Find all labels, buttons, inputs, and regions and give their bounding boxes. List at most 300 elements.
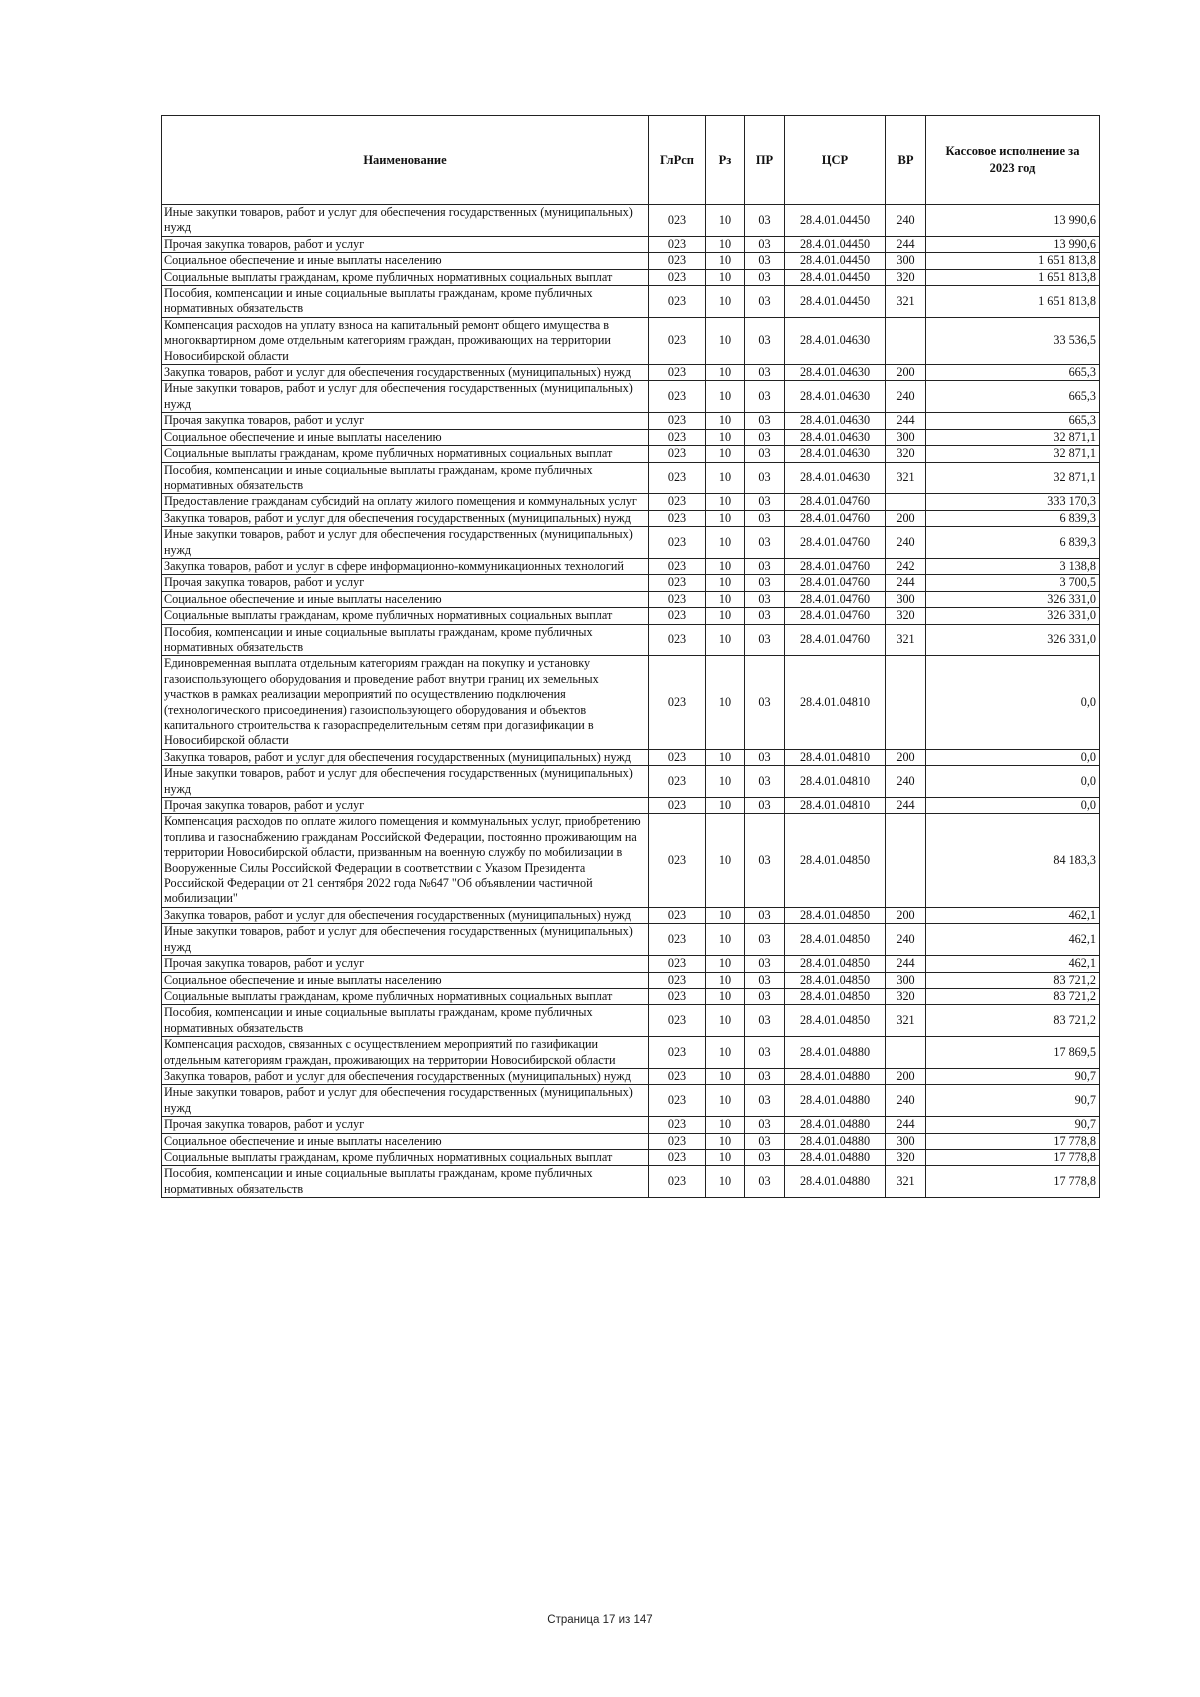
header-glrsp: ГлРсп bbox=[649, 116, 706, 205]
cell-amount: 13 990,6 bbox=[926, 205, 1100, 237]
cell-name: Закупка товаров, работ и услуг для обеспечения государственных (муниципальных) нужд bbox=[162, 749, 649, 765]
cell-glrsp: 023 bbox=[649, 1149, 706, 1165]
cell-rz: 10 bbox=[706, 527, 745, 559]
cell-vr: 320 bbox=[886, 608, 926, 624]
cell-amount: 0,0 bbox=[926, 766, 1100, 798]
cell-glrsp: 023 bbox=[649, 510, 706, 526]
cell-glrsp: 023 bbox=[649, 269, 706, 285]
table-row bbox=[162, 1133, 1100, 1149]
cell-name: Закупка товаров, работ и услуг для обеспечения государственных (муниципальных) нужд bbox=[162, 907, 649, 923]
cell-csr: 28.4.01.04630 bbox=[785, 413, 886, 429]
table-row bbox=[162, 591, 1100, 607]
cell-amount: 326 331,0 bbox=[926, 591, 1100, 607]
cell-name: Прочая закупка товаров, работ и услуг bbox=[162, 798, 649, 814]
cell-name: Социальные выплаты гражданам, кроме публичных нормативных социальных выплат bbox=[162, 608, 649, 624]
cell-vr: 320 bbox=[886, 1149, 926, 1165]
cell-pr: 03 bbox=[745, 591, 785, 607]
cell-csr: 28.4.01.04450 bbox=[785, 236, 886, 252]
table-row bbox=[162, 253, 1100, 269]
cell-vr: 240 bbox=[886, 381, 926, 413]
cell-amount: 13 990,6 bbox=[926, 236, 1100, 252]
cell-rz: 10 bbox=[706, 205, 745, 237]
cell-glrsp: 023 bbox=[649, 253, 706, 269]
cell-name: Иные закупки товаров, работ и услуг для обеспечения государственных (муниципальных) нужд bbox=[162, 527, 649, 559]
cell-vr: 320 bbox=[886, 988, 926, 1004]
cell-glrsp: 023 bbox=[649, 798, 706, 814]
cell-name: Социальное обеспечение и иные выплаты населению bbox=[162, 429, 649, 445]
cell-csr: 28.4.01.04850 bbox=[785, 956, 886, 972]
table-row bbox=[162, 798, 1100, 814]
header-vr: ВР bbox=[886, 116, 926, 205]
table-row bbox=[162, 907, 1100, 923]
cell-vr: 200 bbox=[886, 1068, 926, 1084]
cell-rz: 10 bbox=[706, 253, 745, 269]
cell-amount: 17 778,8 bbox=[926, 1133, 1100, 1149]
table-row bbox=[162, 972, 1100, 988]
cell-amount: 3 138,8 bbox=[926, 558, 1100, 574]
cell-csr: 28.4.01.04850 bbox=[785, 924, 886, 956]
cell-glrsp: 023 bbox=[649, 575, 706, 591]
cell-pr: 03 bbox=[745, 462, 785, 494]
cell-glrsp: 023 bbox=[649, 494, 706, 510]
cell-csr: 28.4.01.04880 bbox=[785, 1133, 886, 1149]
cell-pr: 03 bbox=[745, 1133, 785, 1149]
cell-pr: 03 bbox=[745, 558, 785, 574]
cell-amount: 32 871,1 bbox=[926, 462, 1100, 494]
cell-rz: 10 bbox=[706, 381, 745, 413]
cell-amount: 665,3 bbox=[926, 413, 1100, 429]
cell-vr: 300 bbox=[886, 253, 926, 269]
cell-name: Пособия, компенсации и иные социальные выплаты гражданам, кроме публичных нормативных обязательств bbox=[162, 1005, 649, 1037]
cell-csr: 28.4.01.04760 bbox=[785, 575, 886, 591]
cell-vr: 200 bbox=[886, 749, 926, 765]
cell-glrsp: 023 bbox=[649, 956, 706, 972]
table-row bbox=[162, 608, 1100, 624]
cell-name: Прочая закупка товаров, работ и услуг bbox=[162, 236, 649, 252]
cell-name: Закупка товаров, работ и услуг для обеспечения государственных (муниципальных) нужд bbox=[162, 1068, 649, 1084]
cell-rz: 10 bbox=[706, 656, 745, 749]
cell-name: Социальные выплаты гражданам, кроме публичных нормативных социальных выплат bbox=[162, 988, 649, 1004]
table-row bbox=[162, 462, 1100, 494]
cell-csr: 28.4.01.04450 bbox=[785, 205, 886, 237]
table-row bbox=[162, 286, 1100, 318]
cell-vr: 244 bbox=[886, 236, 926, 252]
cell-csr: 28.4.01.04850 bbox=[785, 814, 886, 907]
cell-pr: 03 bbox=[745, 1068, 785, 1084]
cell-vr: 240 bbox=[886, 527, 926, 559]
cell-glrsp: 023 bbox=[649, 591, 706, 607]
header-csr: ЦСР bbox=[785, 116, 886, 205]
cell-vr: 200 bbox=[886, 365, 926, 381]
cell-glrsp: 023 bbox=[649, 814, 706, 907]
cell-pr: 03 bbox=[745, 446, 785, 462]
cell-vr: 300 bbox=[886, 429, 926, 445]
cell-name: Иные закупки товаров, работ и услуг для обеспечения государственных (муниципальных) нужд bbox=[162, 1085, 649, 1117]
cell-pr: 03 bbox=[745, 749, 785, 765]
cell-rz: 10 bbox=[706, 1068, 745, 1084]
cell-glrsp: 023 bbox=[649, 236, 706, 252]
cell-pr: 03 bbox=[745, 798, 785, 814]
cell-name: Компенсация расходов по оплате жилого помещения и коммунальных услуг, приобретению топлива и газоснабжению гражданам Российской Федерации, постоянно проживающим на территории Новосибирской области, призванным на военную службу по мобилизации в Вооруженные Силы Российской Федерации в соответствии с Указом Президента Российской Федерации от 21 сентября 2022 года №647 "Об объявлении частичной мобилизации" bbox=[162, 814, 649, 907]
cell-rz: 10 bbox=[706, 429, 745, 445]
cell-vr: 244 bbox=[886, 798, 926, 814]
header-rz: Рз bbox=[706, 116, 745, 205]
cell-pr: 03 bbox=[745, 972, 785, 988]
table-row bbox=[162, 1037, 1100, 1069]
cell-rz: 10 bbox=[706, 608, 745, 624]
cell-csr: 28.4.01.04760 bbox=[785, 527, 886, 559]
cell-name: Прочая закупка товаров, работ и услуг bbox=[162, 1117, 649, 1133]
table-row bbox=[162, 814, 1100, 907]
cell-glrsp: 023 bbox=[649, 1068, 706, 1084]
cell-name: Прочая закупка товаров, работ и услуг bbox=[162, 575, 649, 591]
cell-glrsp: 023 bbox=[649, 624, 706, 656]
cell-rz: 10 bbox=[706, 956, 745, 972]
cell-csr: 28.4.01.04630 bbox=[785, 446, 886, 462]
cell-name: Пособия, компенсации и иные социальные выплаты гражданам, кроме публичных нормативных обязательств bbox=[162, 286, 649, 318]
cell-csr: 28.4.01.04850 bbox=[785, 1005, 886, 1037]
cell-csr: 28.4.01.04760 bbox=[785, 510, 886, 526]
table-row bbox=[162, 1005, 1100, 1037]
cell-pr: 03 bbox=[745, 1149, 785, 1165]
header-name: Наименование bbox=[162, 116, 649, 205]
cell-amount: 665,3 bbox=[926, 365, 1100, 381]
cell-name: Компенсация расходов, связанных с осуществлением мероприятий по газификации отдельным категориям граждан, проживающих на территории Новосибирской области bbox=[162, 1037, 649, 1069]
cell-amount: 665,3 bbox=[926, 381, 1100, 413]
cell-rz: 10 bbox=[706, 269, 745, 285]
cell-csr: 28.4.01.04450 bbox=[785, 286, 886, 318]
table-header-row bbox=[162, 116, 1100, 205]
cell-pr: 03 bbox=[745, 608, 785, 624]
cell-vr: 240 bbox=[886, 205, 926, 237]
cell-csr: 28.4.01.04880 bbox=[785, 1037, 886, 1069]
cell-name: Прочая закупка товаров, работ и услуг bbox=[162, 956, 649, 972]
cell-rz: 10 bbox=[706, 1117, 745, 1133]
cell-name: Социальное обеспечение и иные выплаты населению bbox=[162, 972, 649, 988]
cell-name: Закупка товаров, работ и услуг для обеспечения государственных (муниципальных) нужд bbox=[162, 510, 649, 526]
table-row bbox=[162, 365, 1100, 381]
cell-amount: 1 651 813,8 bbox=[926, 253, 1100, 269]
cell-amount: 17 869,5 bbox=[926, 1037, 1100, 1069]
cell-rz: 10 bbox=[706, 413, 745, 429]
cell-amount: 0,0 bbox=[926, 798, 1100, 814]
cell-amount: 326 331,0 bbox=[926, 624, 1100, 656]
cell-amount: 83 721,2 bbox=[926, 972, 1100, 988]
cell-csr: 28.4.01.04450 bbox=[785, 253, 886, 269]
cell-pr: 03 bbox=[745, 286, 785, 318]
cell-vr: 244 bbox=[886, 1117, 926, 1133]
cell-amount: 462,1 bbox=[926, 924, 1100, 956]
cell-csr: 28.4.01.04760 bbox=[785, 624, 886, 656]
cell-pr: 03 bbox=[745, 1037, 785, 1069]
cell-pr: 03 bbox=[745, 907, 785, 923]
table-row bbox=[162, 1068, 1100, 1084]
table-row bbox=[162, 413, 1100, 429]
cell-pr: 03 bbox=[745, 624, 785, 656]
cell-rz: 10 bbox=[706, 924, 745, 956]
cell-vr: 244 bbox=[886, 956, 926, 972]
cell-vr bbox=[886, 1037, 926, 1069]
cell-pr: 03 bbox=[745, 365, 785, 381]
cell-glrsp: 023 bbox=[649, 988, 706, 1004]
cell-vr: 240 bbox=[886, 924, 926, 956]
cell-vr: 321 bbox=[886, 1166, 926, 1198]
cell-rz: 10 bbox=[706, 1166, 745, 1198]
cell-glrsp: 023 bbox=[649, 1133, 706, 1149]
header-amount: Кассовое исполнение за 2023 год bbox=[926, 116, 1100, 205]
cell-amount: 0,0 bbox=[926, 749, 1100, 765]
cell-vr: 321 bbox=[886, 462, 926, 494]
cell-rz: 10 bbox=[706, 814, 745, 907]
cell-vr: 300 bbox=[886, 972, 926, 988]
cell-vr: 320 bbox=[886, 269, 926, 285]
cell-rz: 10 bbox=[706, 624, 745, 656]
cell-csr: 28.4.01.04630 bbox=[785, 317, 886, 364]
cell-csr: 28.4.01.04630 bbox=[785, 381, 886, 413]
cell-name: Закупка товаров, работ и услуг в сфере информационно-коммуникационных технологий bbox=[162, 558, 649, 574]
cell-name: Прочая закупка товаров, работ и услуг bbox=[162, 413, 649, 429]
cell-pr: 03 bbox=[745, 1117, 785, 1133]
budget-execution-table bbox=[161, 115, 1100, 1198]
cell-csr: 28.4.01.04850 bbox=[785, 907, 886, 923]
cell-rz: 10 bbox=[706, 1005, 745, 1037]
cell-amount: 1 651 813,8 bbox=[926, 286, 1100, 318]
table-row bbox=[162, 317, 1100, 364]
cell-glrsp: 023 bbox=[649, 608, 706, 624]
cell-name: Иные закупки товаров, работ и услуг для обеспечения государственных (муниципальных) нужд bbox=[162, 205, 649, 237]
page-number: Страница 17 из 147 bbox=[547, 1614, 653, 1626]
cell-rz: 10 bbox=[706, 766, 745, 798]
cell-vr: 240 bbox=[886, 1085, 926, 1117]
cell-pr: 03 bbox=[745, 814, 785, 907]
cell-amount: 83 721,2 bbox=[926, 1005, 1100, 1037]
cell-amount: 1 651 813,8 bbox=[926, 269, 1100, 285]
header-pr: ПР bbox=[745, 116, 785, 205]
cell-csr: 28.4.01.04450 bbox=[785, 269, 886, 285]
cell-vr: 240 bbox=[886, 766, 926, 798]
cell-pr: 03 bbox=[745, 269, 785, 285]
cell-glrsp: 023 bbox=[649, 527, 706, 559]
cell-csr: 28.4.01.04880 bbox=[785, 1085, 886, 1117]
cell-glrsp: 023 bbox=[649, 317, 706, 364]
cell-pr: 03 bbox=[745, 1085, 785, 1117]
cell-pr: 03 bbox=[745, 510, 785, 526]
cell-glrsp: 023 bbox=[649, 205, 706, 237]
cell-amount: 90,7 bbox=[926, 1068, 1100, 1084]
cell-glrsp: 023 bbox=[649, 286, 706, 318]
cell-rz: 10 bbox=[706, 446, 745, 462]
table-row bbox=[162, 510, 1100, 526]
cell-rz: 10 bbox=[706, 1085, 745, 1117]
cell-csr: 28.4.01.04810 bbox=[785, 798, 886, 814]
cell-csr: 28.4.01.04810 bbox=[785, 766, 886, 798]
table-row bbox=[162, 1117, 1100, 1133]
cell-rz: 10 bbox=[706, 749, 745, 765]
table-row bbox=[162, 429, 1100, 445]
cell-amount: 32 871,1 bbox=[926, 446, 1100, 462]
cell-name: Единовременная выплата отдельным категориям граждан на покупку и установку газоиспользующего оборудования и проведение работ внутри границ их земельных участков в рамках реализации мероприятий по осуществлению подключения (технологического присоединения) газоиспользующего оборудования и объектов капитального строительства к газораспределительным сетям при догазификации в Новосибирской области bbox=[162, 656, 649, 749]
cell-pr: 03 bbox=[745, 988, 785, 1004]
cell-pr: 03 bbox=[745, 766, 785, 798]
cell-rz: 10 bbox=[706, 907, 745, 923]
cell-glrsp: 023 bbox=[649, 1085, 706, 1117]
cell-pr: 03 bbox=[745, 656, 785, 749]
cell-name: Социальное обеспечение и иные выплаты населению bbox=[162, 1133, 649, 1149]
cell-amount: 83 721,2 bbox=[926, 988, 1100, 1004]
cell-vr: 321 bbox=[886, 286, 926, 318]
table-row bbox=[162, 269, 1100, 285]
cell-vr: 200 bbox=[886, 510, 926, 526]
cell-pr: 03 bbox=[745, 253, 785, 269]
cell-pr: 03 bbox=[745, 236, 785, 252]
cell-amount: 33 536,5 bbox=[926, 317, 1100, 364]
cell-glrsp: 023 bbox=[649, 924, 706, 956]
table-row bbox=[162, 446, 1100, 462]
cell-glrsp: 023 bbox=[649, 1005, 706, 1037]
cell-glrsp: 023 bbox=[649, 413, 706, 429]
cell-csr: 28.4.01.04850 bbox=[785, 972, 886, 988]
cell-rz: 10 bbox=[706, 236, 745, 252]
cell-rz: 10 bbox=[706, 972, 745, 988]
cell-csr: 28.4.01.04880 bbox=[785, 1166, 886, 1198]
cell-glrsp: 023 bbox=[649, 972, 706, 988]
cell-csr: 28.4.01.04630 bbox=[785, 429, 886, 445]
cell-csr: 28.4.01.04810 bbox=[785, 749, 886, 765]
cell-name: Пособия, компенсации и иные социальные выплаты гражданам, кроме публичных нормативных обязательств bbox=[162, 1166, 649, 1198]
cell-glrsp: 023 bbox=[649, 429, 706, 445]
cell-glrsp: 023 bbox=[649, 907, 706, 923]
cell-csr: 28.4.01.04760 bbox=[785, 494, 886, 510]
cell-name: Социальные выплаты гражданам, кроме публичных нормативных социальных выплат bbox=[162, 1149, 649, 1165]
cell-glrsp: 023 bbox=[649, 656, 706, 749]
cell-glrsp: 023 bbox=[649, 1166, 706, 1198]
cell-csr: 28.4.01.04880 bbox=[785, 1117, 886, 1133]
cell-name: Иные закупки товаров, работ и услуг для обеспечения государственных (муниципальных) нужд bbox=[162, 924, 649, 956]
cell-glrsp: 023 bbox=[649, 1037, 706, 1069]
cell-rz: 10 bbox=[706, 575, 745, 591]
cell-amount: 462,1 bbox=[926, 956, 1100, 972]
cell-amount: 90,7 bbox=[926, 1085, 1100, 1117]
cell-glrsp: 023 bbox=[649, 766, 706, 798]
cell-glrsp: 023 bbox=[649, 446, 706, 462]
cell-name: Социальное обеспечение и иные выплаты населению bbox=[162, 591, 649, 607]
table-row bbox=[162, 924, 1100, 956]
cell-rz: 10 bbox=[706, 462, 745, 494]
table-row bbox=[162, 381, 1100, 413]
cell-amount: 90,7 bbox=[926, 1117, 1100, 1133]
cell-amount: 84 183,3 bbox=[926, 814, 1100, 907]
cell-rz: 10 bbox=[706, 286, 745, 318]
table-row bbox=[162, 1085, 1100, 1117]
cell-name: Социальные выплаты гражданам, кроме публичных нормативных социальных выплат bbox=[162, 269, 649, 285]
cell-csr: 28.4.01.04630 bbox=[785, 365, 886, 381]
cell-pr: 03 bbox=[745, 205, 785, 237]
table-row bbox=[162, 575, 1100, 591]
cell-name: Социальное обеспечение и иные выплаты населению bbox=[162, 253, 649, 269]
table-row bbox=[162, 1149, 1100, 1165]
cell-vr: 244 bbox=[886, 575, 926, 591]
cell-amount: 333 170,3 bbox=[926, 494, 1100, 510]
cell-pr: 03 bbox=[745, 317, 785, 364]
cell-csr: 28.4.01.04880 bbox=[785, 1149, 886, 1165]
cell-pr: 03 bbox=[745, 527, 785, 559]
cell-name: Компенсация расходов на уплату взноса на капитальный ремонт общего имущества в многоквартирном доме отдельным категориям граждан, проживающих на территории Новосибирской области bbox=[162, 317, 649, 364]
cell-name: Социальные выплаты гражданам, кроме публичных нормативных социальных выплат bbox=[162, 446, 649, 462]
table-row bbox=[162, 766, 1100, 798]
cell-rz: 10 bbox=[706, 365, 745, 381]
cell-vr bbox=[886, 317, 926, 364]
cell-rz: 10 bbox=[706, 510, 745, 526]
cell-amount: 6 839,3 bbox=[926, 527, 1100, 559]
cell-vr: 321 bbox=[886, 1005, 926, 1037]
cell-vr: 242 bbox=[886, 558, 926, 574]
cell-rz: 10 bbox=[706, 798, 745, 814]
cell-csr: 28.4.01.04760 bbox=[785, 608, 886, 624]
table-row bbox=[162, 624, 1100, 656]
cell-amount: 17 778,8 bbox=[926, 1166, 1100, 1198]
cell-rz: 10 bbox=[706, 1037, 745, 1069]
cell-glrsp: 023 bbox=[649, 749, 706, 765]
cell-amount: 17 778,8 bbox=[926, 1149, 1100, 1165]
cell-vr: 300 bbox=[886, 591, 926, 607]
cell-amount: 3 700,5 bbox=[926, 575, 1100, 591]
table-row bbox=[162, 527, 1100, 559]
table-row bbox=[162, 558, 1100, 574]
cell-csr: 28.4.01.04760 bbox=[785, 591, 886, 607]
table-row bbox=[162, 1166, 1100, 1198]
cell-rz: 10 bbox=[706, 317, 745, 364]
cell-vr bbox=[886, 494, 926, 510]
cell-name: Иные закупки товаров, работ и услуг для обеспечения государственных (муниципальных) нужд bbox=[162, 381, 649, 413]
cell-glrsp: 023 bbox=[649, 381, 706, 413]
cell-pr: 03 bbox=[745, 413, 785, 429]
cell-rz: 10 bbox=[706, 1133, 745, 1149]
cell-pr: 03 bbox=[745, 1166, 785, 1198]
cell-vr bbox=[886, 656, 926, 749]
table-body bbox=[162, 205, 1100, 1198]
table-row bbox=[162, 494, 1100, 510]
cell-glrsp: 023 bbox=[649, 462, 706, 494]
cell-name: Пособия, компенсации и иные социальные выплаты гражданам, кроме публичных нормативных обязательств bbox=[162, 624, 649, 656]
table-row bbox=[162, 988, 1100, 1004]
cell-vr: 244 bbox=[886, 413, 926, 429]
table-row bbox=[162, 236, 1100, 252]
cell-pr: 03 bbox=[745, 924, 785, 956]
cell-vr: 200 bbox=[886, 907, 926, 923]
cell-rz: 10 bbox=[706, 494, 745, 510]
cell-rz: 10 bbox=[706, 1149, 745, 1165]
cell-rz: 10 bbox=[706, 988, 745, 1004]
cell-glrsp: 023 bbox=[649, 558, 706, 574]
cell-glrsp: 023 bbox=[649, 1117, 706, 1133]
cell-pr: 03 bbox=[745, 1005, 785, 1037]
cell-amount: 32 871,1 bbox=[926, 429, 1100, 445]
cell-glrsp: 023 bbox=[649, 365, 706, 381]
cell-csr: 28.4.01.04760 bbox=[785, 558, 886, 574]
cell-vr: 321 bbox=[886, 624, 926, 656]
cell-name: Предоставление гражданам субсидий на оплату жилого помещения и коммунальных услуг bbox=[162, 494, 649, 510]
cell-amount: 462,1 bbox=[926, 907, 1100, 923]
cell-pr: 03 bbox=[745, 956, 785, 972]
table-row bbox=[162, 956, 1100, 972]
cell-rz: 10 bbox=[706, 591, 745, 607]
cell-vr: 320 bbox=[886, 446, 926, 462]
cell-name: Пособия, компенсации и иные социальные выплаты гражданам, кроме публичных нормативных обязательств bbox=[162, 462, 649, 494]
cell-vr: 300 bbox=[886, 1133, 926, 1149]
cell-name: Закупка товаров, работ и услуг для обеспечения государственных (муниципальных) нужд bbox=[162, 365, 649, 381]
cell-csr: 28.4.01.04850 bbox=[785, 988, 886, 1004]
cell-csr: 28.4.01.04880 bbox=[785, 1068, 886, 1084]
